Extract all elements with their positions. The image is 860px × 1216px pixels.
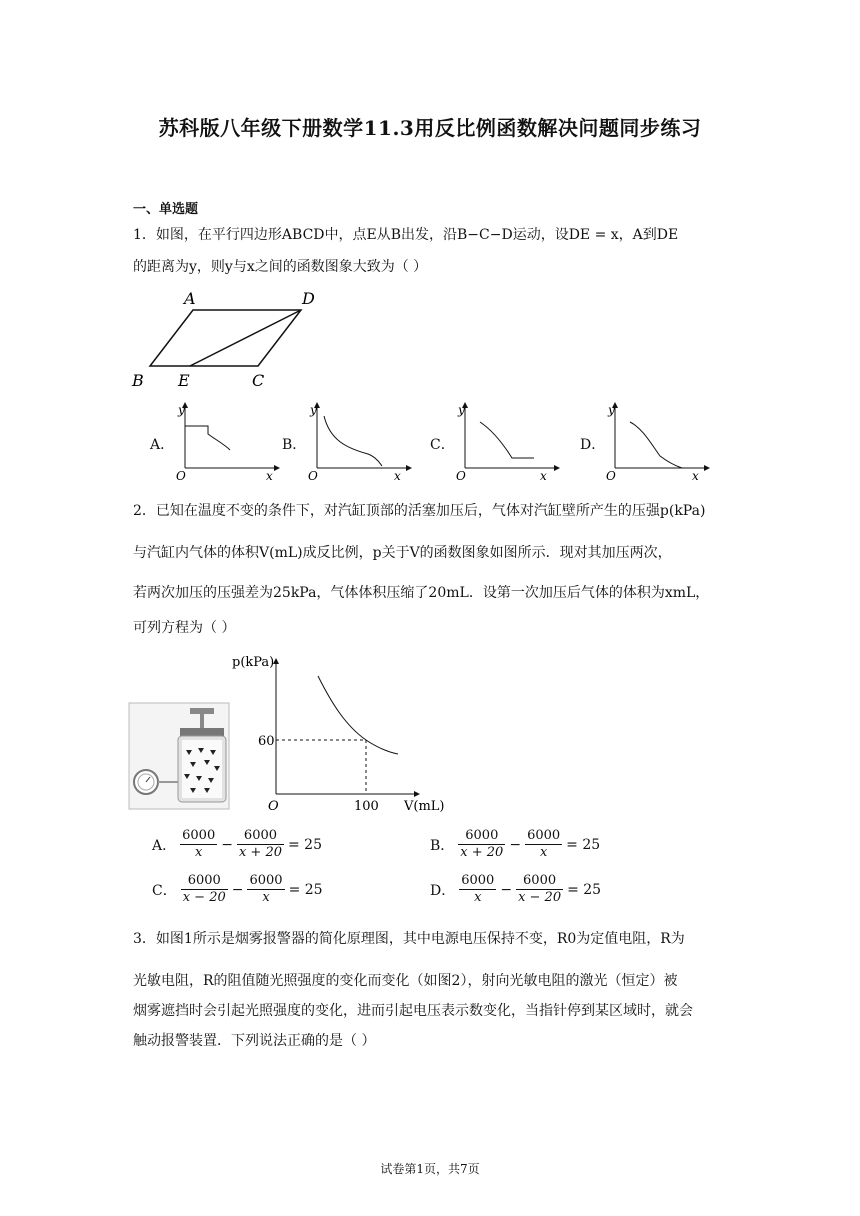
svg-text:x: x [540, 469, 547, 482]
question-2-line-4: 可列方程为（ ） [133, 620, 236, 636]
graph-x-tick: 100 [354, 799, 379, 814]
option-b-label[interactable]: B． [282, 437, 307, 453]
option-a-graph[interactable] [170, 400, 280, 482]
q2-option-a[interactable]: A． $\frac{6000}{x}$ − $\frac{6000}{x + 20}$ = 25 [152, 828, 322, 860]
svg-text:O: O [308, 469, 318, 482]
graph-y-tick: 60 [258, 734, 275, 749]
option-d-label[interactable]: D． [580, 437, 606, 453]
section-heading: 一、单选题 [133, 202, 199, 217]
cylinder-illustration [128, 702, 230, 810]
vertex-b-label: B [132, 371, 144, 390]
svg-text:y: y [608, 403, 615, 417]
page-footer: 试卷第1页，共7页 [380, 1162, 480, 1176]
svg-text:x: x [394, 469, 401, 482]
point-e-label: E [178, 371, 190, 390]
option-b-graph[interactable] [302, 400, 412, 482]
option-d-graph[interactable] [600, 400, 710, 482]
option-c-label[interactable]: C． [430, 437, 455, 453]
vertex-c-label: C [252, 371, 265, 390]
q2-option-c[interactable]: C． $\frac{6000}{x - 20}$ − $\frac{6000}{x}$ = 25 [152, 873, 323, 905]
svg-text:y: y [458, 403, 465, 417]
question-2-line-3: 若两次加压的压强差为25kPa，气体体积压缩了20mL．设第一次加压后气体的体积为xmL， [133, 585, 710, 601]
option-c-graph[interactable] [450, 400, 560, 482]
vertex-d-label: D [302, 290, 315, 308]
svg-text:x: x [692, 469, 699, 482]
svg-text:O: O [456, 469, 466, 482]
svg-text:O: O [606, 469, 616, 482]
question-2-line-2: 与汽缸内气体的体积V(mL)成反比例，p关于V的函数图象如图所示．现对其加压两次， [133, 545, 672, 561]
graph-origin-label: O [268, 799, 279, 814]
svg-text:x: x [266, 469, 273, 482]
option-a-label[interactable]: A． [150, 437, 175, 453]
graph-y-axis-label: p(kPa) [232, 655, 275, 670]
svg-text:O: O [176, 469, 186, 482]
svg-text:y: y [178, 403, 185, 417]
question-3-line-1: 3．如图1所示是烟雾报警器的简化原理图，其中电源电压保持不变，R0为定值电阻，R为 [133, 931, 685, 947]
svg-text:y: y [310, 403, 317, 417]
q2-option-d[interactable]: D． $\frac{6000}{x}$ − $\frac{6000}{x - 20}$ = 25 [430, 873, 602, 905]
question-2-line-1: 2．已知在温度不变的条件下，对汽缸顶部的活塞加压后，气体对汽缸壁所产生的压强p(kPa) [133, 503, 706, 519]
question-1-line-1: 1．如图，在平行四边形ABCD中，点E从B出发，沿B−C−D运动，设DE = x，A到DE [133, 227, 679, 243]
graph-x-axis-label: V(mL) [404, 799, 445, 814]
question-3-line-2: 光敏电阻，R的阻值随光照强度的变化而变化（如图2），射向光敏电阻的激光（恒定）被 [133, 973, 678, 989]
q2-option-b[interactable]: B． $\frac{6000}{x + 20}$ − $\frac{6000}{x}$ = 25 [430, 828, 601, 860]
vertex-a-label: A [184, 290, 196, 308]
parallelogram-figure [130, 290, 330, 390]
pressure-volume-graph [228, 650, 450, 814]
page-title: 苏科版八年级下册数学11.3用反比例函数解决问题同步练习 [158, 116, 702, 140]
question-3-line-3: 烟雾遮挡时会引起光照强度的变化，进而引起电压表示数变化，当指针停到某区域时，就会 [133, 1003, 693, 1019]
question-1-line-2: 的距离为y，则y与x之间的函数图象大致为（ ） [133, 259, 428, 275]
question-3-line-4: 触动报警装置．下列说法正确的是（ ） [133, 1033, 376, 1049]
